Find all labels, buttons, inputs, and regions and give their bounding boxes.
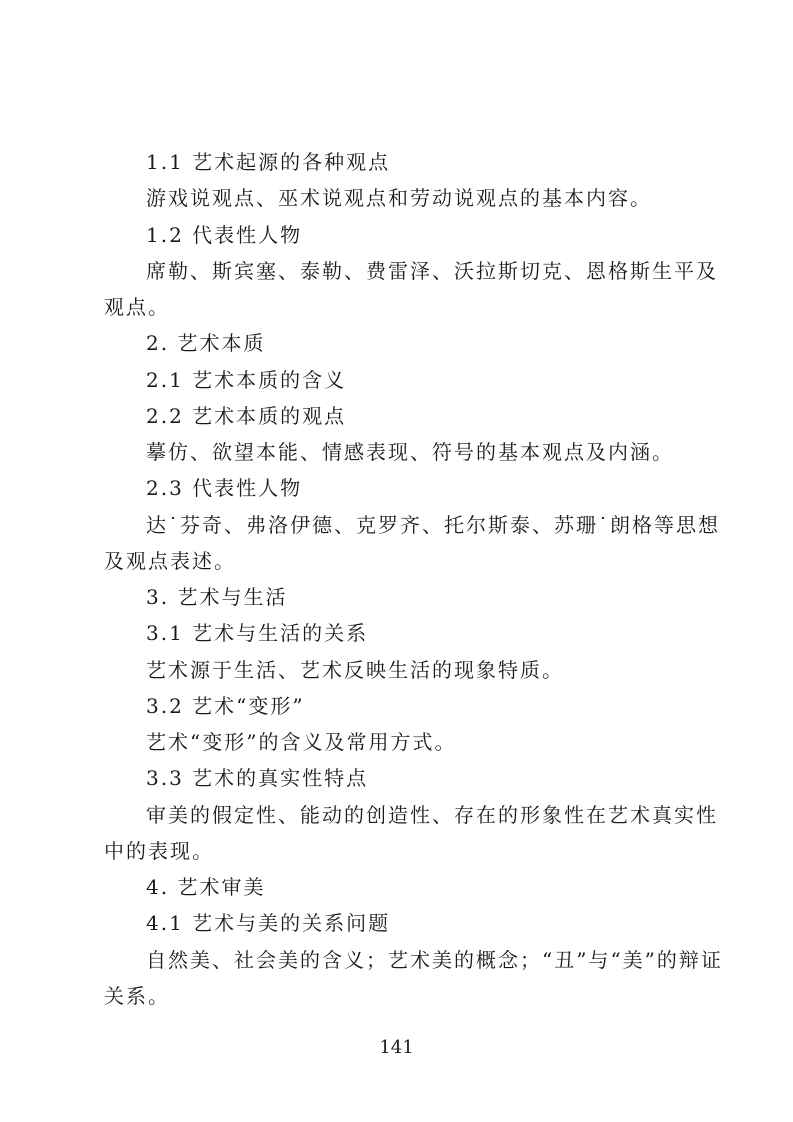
paragraph-line: 艺术“变形”的含义及常用方式。 (146, 730, 457, 754)
paragraph-line: 席勒、斯宾塞、泰勒、费雷泽、沃拉斯切克、恩格斯生平及 (146, 259, 718, 283)
heading-4: 4. 艺术审美 (146, 875, 266, 899)
heading-1-1: 1.1 艺术起源的各种观点 (146, 150, 391, 174)
heading-2: 2. 艺术本质 (146, 331, 266, 355)
paragraph-line: 审美的假定性、能动的创造性、存在的形象性在艺术真实性 (146, 803, 718, 827)
heading-3: 3. 艺术与生活 (146, 585, 288, 609)
paragraph-line: 关系。 (104, 984, 170, 1008)
paragraph-line: 达˙芬奇、弗洛伊德、克罗齐、托尔斯泰、苏珊˙朗格等思想 (146, 513, 720, 537)
paragraph-line: 游戏说观点、巫术说观点和劳动说观点的基本内容。 (146, 186, 652, 210)
heading-1-2: 1.2 代表性人物 (146, 223, 303, 247)
heading-3-1: 3.1 艺术与生活的关系 (146, 621, 369, 645)
heading-3-3: 3.3 艺术的真实性特点 (146, 766, 369, 790)
paragraph-line: 观点。 (104, 295, 170, 319)
heading-2-2: 2.2 艺术本质的观点 (146, 404, 347, 428)
heading-2-3: 2.3 代表性人物 (146, 476, 303, 500)
paragraph-line: 摹仿、欲望本能、情感表现、符号的基本观点及内涵。 (146, 440, 674, 464)
paragraph-line: 中的表现。 (104, 839, 214, 863)
heading-4-1: 4.1 艺术与美的关系问题 (146, 911, 391, 935)
paragraph-line: 艺术源于生活、艺术反映生活的现象特质。 (146, 658, 564, 682)
page-number: 141 (379, 1037, 414, 1058)
paragraph-line: 及观点表述。 (104, 549, 236, 573)
heading-3-2: 3.2 艺术“变形” (146, 694, 305, 718)
paragraph-line: 自然美、社会美的含义；艺术美的概念；“丑”与“美”的辩证 (146, 948, 723, 972)
heading-2-1: 2.1 艺术本质的含义 (146, 368, 347, 392)
